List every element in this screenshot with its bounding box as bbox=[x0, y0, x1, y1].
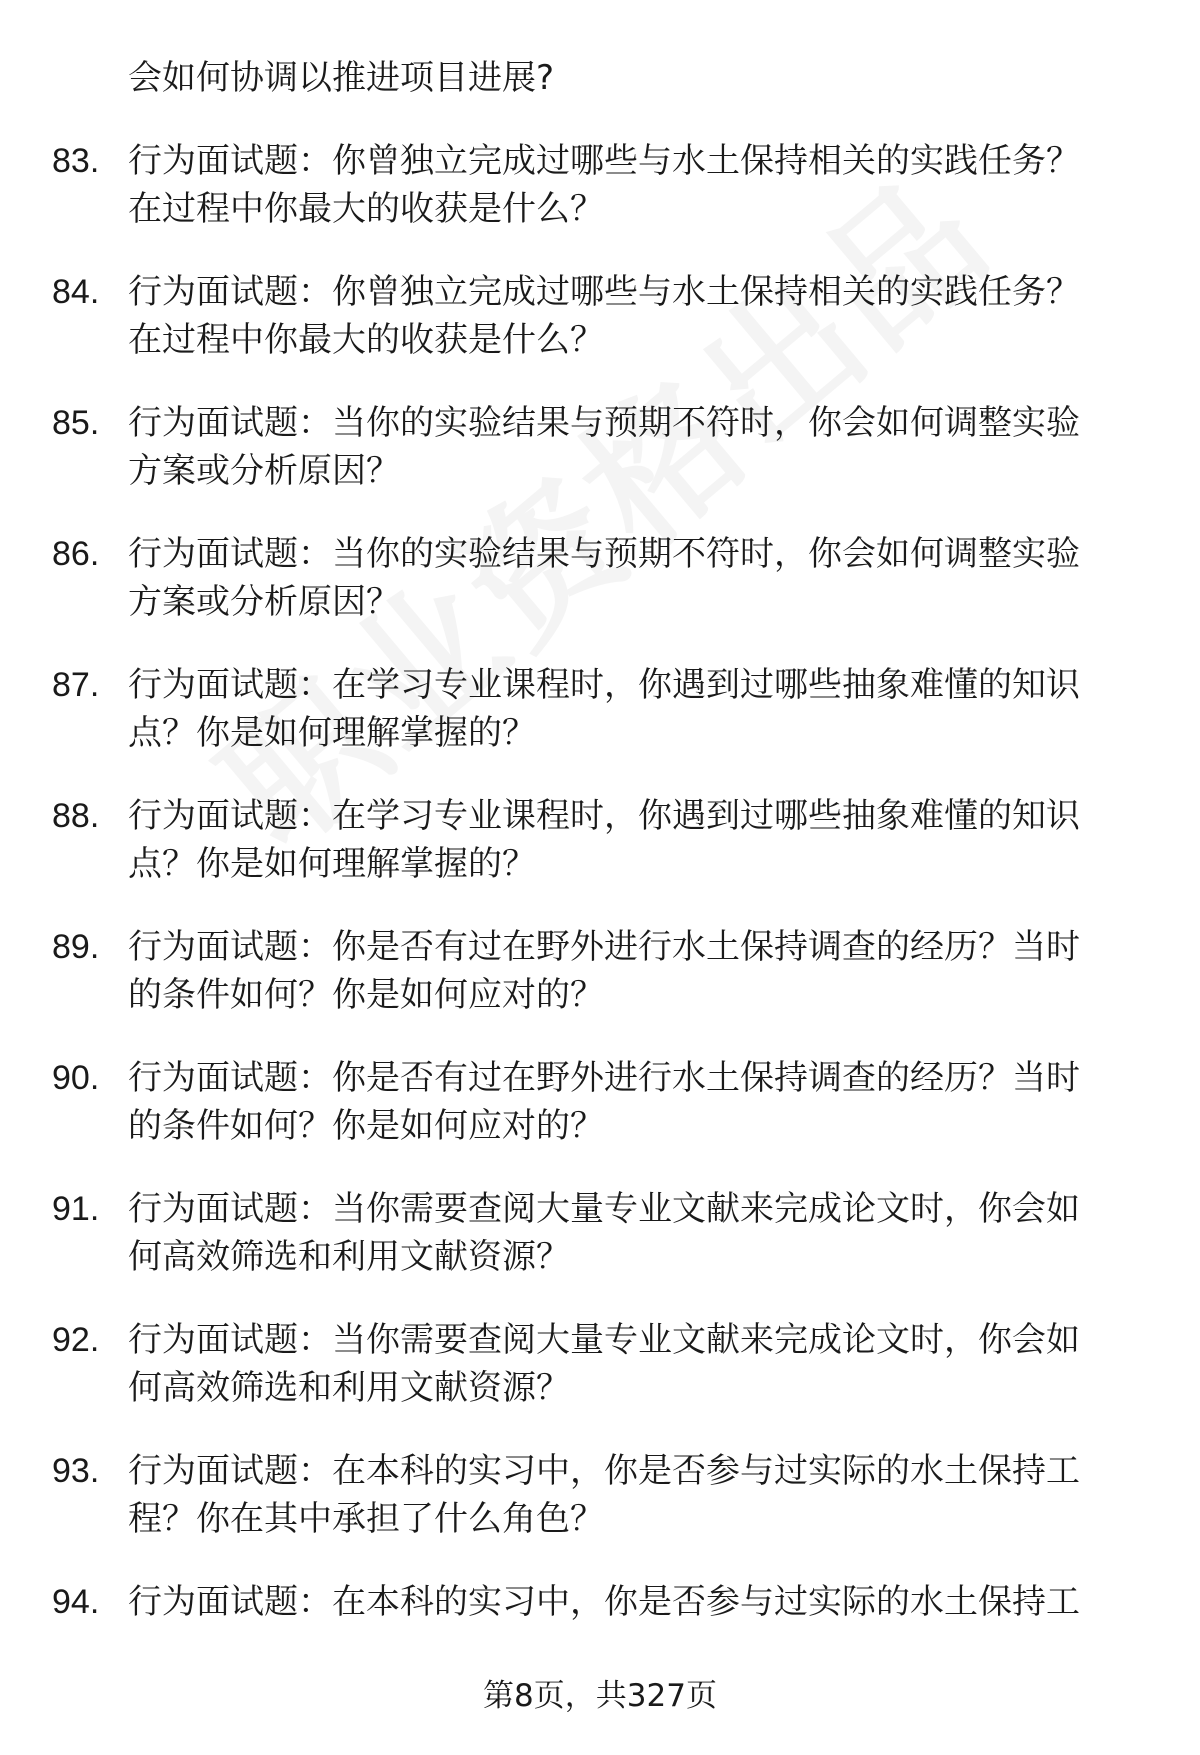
page-footer: 第8页，共327页 bbox=[483, 1678, 717, 1714]
question-text bbox=[128, 530, 1158, 626]
question-number: 93. bbox=[52, 1452, 100, 1490]
question-text bbox=[128, 399, 1158, 495]
question-line: 行为面试题：在学习专业课程时，你遇到过哪些抽象难懂的知识 bbox=[128, 796, 1080, 836]
question-line: 在过程中你最大的收获是什么？ bbox=[128, 320, 604, 360]
question-item bbox=[0, 661, 1200, 757]
question-item bbox=[0, 1578, 1200, 1626]
question-text bbox=[128, 661, 1158, 757]
question-line: 在过程中你最大的收获是什么？ bbox=[128, 189, 604, 229]
question-line: 的条件如何？你是如何应对的？ bbox=[128, 975, 604, 1015]
question-line: 何高效筛选和利用文献资源？ bbox=[128, 1368, 570, 1408]
document-body bbox=[0, 54, 1200, 1626]
question-number: 87. bbox=[52, 666, 100, 704]
question-number: 84. bbox=[52, 273, 100, 311]
question-number: 88. bbox=[52, 797, 100, 835]
question-number: 92. bbox=[52, 1321, 100, 1359]
question-line: 行为面试题：当你的实验结果与预期不符时，你会如何调整实验 bbox=[128, 534, 1080, 574]
question-line: 行为面试题：你曾独立完成过哪些与水土保持相关的实践任务？ bbox=[128, 272, 1080, 312]
question-list bbox=[0, 137, 1200, 1626]
question-number: 91. bbox=[52, 1190, 100, 1228]
question-line: 行为面试题：你是否有过在野外进行水土保持调查的经历？当时 bbox=[128, 927, 1080, 967]
question-text bbox=[128, 1316, 1158, 1412]
question-number: 89. bbox=[52, 928, 100, 966]
question-item bbox=[0, 399, 1200, 495]
question-text bbox=[128, 137, 1158, 233]
question-line: 的条件如何？你是如何应对的？ bbox=[128, 1106, 604, 1146]
question-item bbox=[0, 923, 1200, 1019]
question-line: 行为面试题：当你需要查阅大量专业文献来完成论文时，你会如 bbox=[128, 1320, 1080, 1360]
question-text bbox=[128, 268, 1158, 364]
question-text bbox=[128, 923, 1158, 1019]
question-number: 85. bbox=[52, 404, 100, 442]
question-text bbox=[128, 792, 1158, 888]
question-text bbox=[128, 1185, 1158, 1281]
question-item bbox=[0, 1447, 1200, 1543]
question-item bbox=[0, 137, 1200, 233]
question-line: 行为面试题：你是否有过在野外进行水土保持调查的经历？当时 bbox=[128, 1058, 1080, 1098]
question-number: 94. bbox=[52, 1583, 100, 1621]
question-line: 行为面试题：在本科的实习中，你是否参与过实际的水土保持工 bbox=[128, 1582, 1080, 1622]
question-text bbox=[128, 1447, 1158, 1543]
question-number: 83. bbox=[52, 142, 100, 180]
question-text bbox=[128, 1054, 1158, 1150]
question-line: 方案或分析原因？ bbox=[128, 582, 400, 622]
question-item bbox=[0, 530, 1200, 626]
question-line: 行为面试题：当你的实验结果与预期不符时，你会如何调整实验 bbox=[128, 403, 1080, 443]
question-item bbox=[0, 1185, 1200, 1281]
question-line: 点？你是如何理解掌握的？ bbox=[128, 713, 536, 753]
question-line: 何高效筛选和利用文献资源？ bbox=[128, 1237, 570, 1277]
question-item bbox=[0, 268, 1200, 364]
question-line: 行为面试题：在学习专业课程时，你遇到过哪些抽象难懂的知识 bbox=[128, 665, 1080, 705]
question-number: 86. bbox=[52, 535, 100, 573]
continuation-line: 会如何协调以推进项目进展? bbox=[128, 58, 555, 98]
question-item bbox=[0, 1316, 1200, 1412]
question-line: 方案或分析原因？ bbox=[128, 451, 400, 491]
question-line: 行为面试题：你曾独立完成过哪些与水土保持相关的实践任务？ bbox=[128, 141, 1080, 181]
question-line: 点？你是如何理解掌握的？ bbox=[128, 844, 536, 884]
question-text bbox=[128, 1578, 1158, 1626]
question-item bbox=[0, 792, 1200, 888]
question-line: 行为面试题：在本科的实习中，你是否参与过实际的水土保持工 bbox=[128, 1451, 1080, 1491]
question-number: 90. bbox=[52, 1059, 100, 1097]
question-line: 程？你在其中承担了什么角色？ bbox=[128, 1499, 604, 1539]
question-line: 行为面试题：当你需要查阅大量专业文献来完成论文时，你会如 bbox=[128, 1189, 1080, 1229]
question-item bbox=[0, 1054, 1200, 1150]
